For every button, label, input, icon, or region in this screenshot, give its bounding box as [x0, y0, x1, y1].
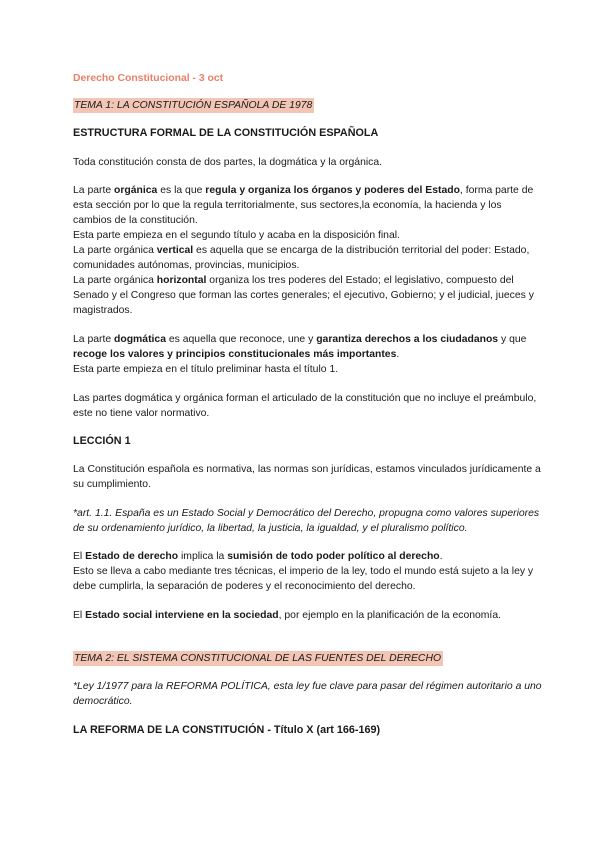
text: y que [498, 334, 527, 345]
text: La parte orgánica [73, 245, 157, 256]
text: es aquella que se encarga de la distribución territorial del poder: Estado, comunidades autónomas, provincias, municipios. [73, 245, 530, 271]
text: . [396, 349, 400, 360]
article-quote: *art. 1.1. España es un Estado Social y Democrático del Derecho, propugna como valores superiores de su ordenamiento jurídico, la libertad, la justicia, la igualdad, y el pluralismo político. [73, 508, 540, 534]
text: . [439, 551, 443, 562]
paragraph-organica-inicio: Esta parte empieza en el segundo título y acaba en la disposición final. [73, 230, 400, 241]
text: , forma parte de esta sección por lo que la regula territorialmente, sus sectores,la economía, la hacienda y los cambios de la constitución. [73, 185, 534, 226]
paragraph-articulado: Las partes dogmática y orgánica forman el articulado de la constitución que no incluye el preámbulo, este no tiene valor normativo. [73, 393, 537, 419]
reforma-heading: LA REFORMA DE LA CONSTITUCIÓN - Título X (art 166-169) [73, 724, 381, 736]
bold-text: sumisión de todo poder político al derecho [227, 551, 440, 562]
text: La parte [73, 185, 115, 196]
document-title: Derecho Constitucional - 3 oct [73, 73, 224, 84]
text: La parte orgánica [73, 275, 157, 286]
paragraph-normativa: La Constitución española es normativa, las normas son jurídicas, estamos vinculados jurídicamente a su cumplimiento. [73, 464, 541, 490]
paragraph-tecnicas: Esto se lleva a cabo mediante tres técnicas, el imperio de la ley, todo el mundo está sujeto a la ley y debe cumplirla, la separación de poderes y el reconocimiento del derecho. [73, 566, 534, 592]
leccion-heading: LECCIÓN 1 [73, 435, 131, 447]
document-page [73, 68, 543, 738]
paragraph-organica-vertical [73, 243, 543, 273]
text: es aquella que reconoce, une y [165, 334, 317, 345]
text: El [73, 551, 86, 562]
text: , por ejemplo en la planificación de la economía. [278, 610, 501, 621]
paragraph-dogmatica-inicio: Esta parte empieza en el título preliminar hasta el título 1. [73, 364, 339, 375]
tema2-heading: TEMA 2: EL SISTEMA CONSTITUCIONAL DE LAS FUENTES DEL DERECHO [74, 653, 442, 664]
bold-text: garantiza derechos a los ciudadanos [316, 334, 499, 345]
paragraph-organica [73, 183, 543, 228]
paragraph-dos-partes: Toda constitución consta de dos partes, la dogmática y la orgánica. [73, 157, 383, 168]
bold-text: recoge los valores y principios constitucionales más importantes [73, 349, 397, 360]
text: La parte [73, 334, 115, 345]
paragraph-estado-social [73, 608, 543, 623]
tema1-line [73, 98, 543, 113]
ley-quote: *Ley 1/1977 para la REFORMA POLÍTICA, esta ley fue clave para pasar del régimen autoritario a uno democrático. [73, 681, 542, 707]
bold-text: dogmática [114, 334, 166, 345]
bold-text: horizontal [156, 275, 207, 286]
bold-text: Estado de derecho [85, 551, 179, 562]
bold-text: Estado social interviene en la sociedad [85, 610, 279, 621]
bold-text: regula y organiza los órganos y poderes del Estado [205, 185, 460, 196]
paragraph-estado-derecho [73, 549, 543, 564]
text: implica la [178, 551, 228, 562]
tema1-heading: TEMA 1: LA CONSTITUCIÓN ESPAÑOLA DE 1978 [74, 100, 313, 111]
text: es la que [157, 185, 206, 196]
bold-text: vertical [156, 245, 194, 256]
bold-text: orgánica [114, 185, 158, 196]
text: organiza los tres poderes del Estado; el legislativo, compuesto del Senado y el Congreso que forman las cortes generales; el ejecutivo, Gobierno; y el judicial, jueces y magistrados. [73, 275, 534, 316]
tema2-line [73, 651, 543, 666]
estructura-heading: ESTRUCTURA FORMAL DE LA CONSTITUCIÓN ESPAÑOLA [73, 127, 379, 139]
text: El [73, 610, 86, 621]
paragraph-organica-horizontal [73, 273, 543, 318]
paragraph-dogmatica [73, 332, 543, 362]
